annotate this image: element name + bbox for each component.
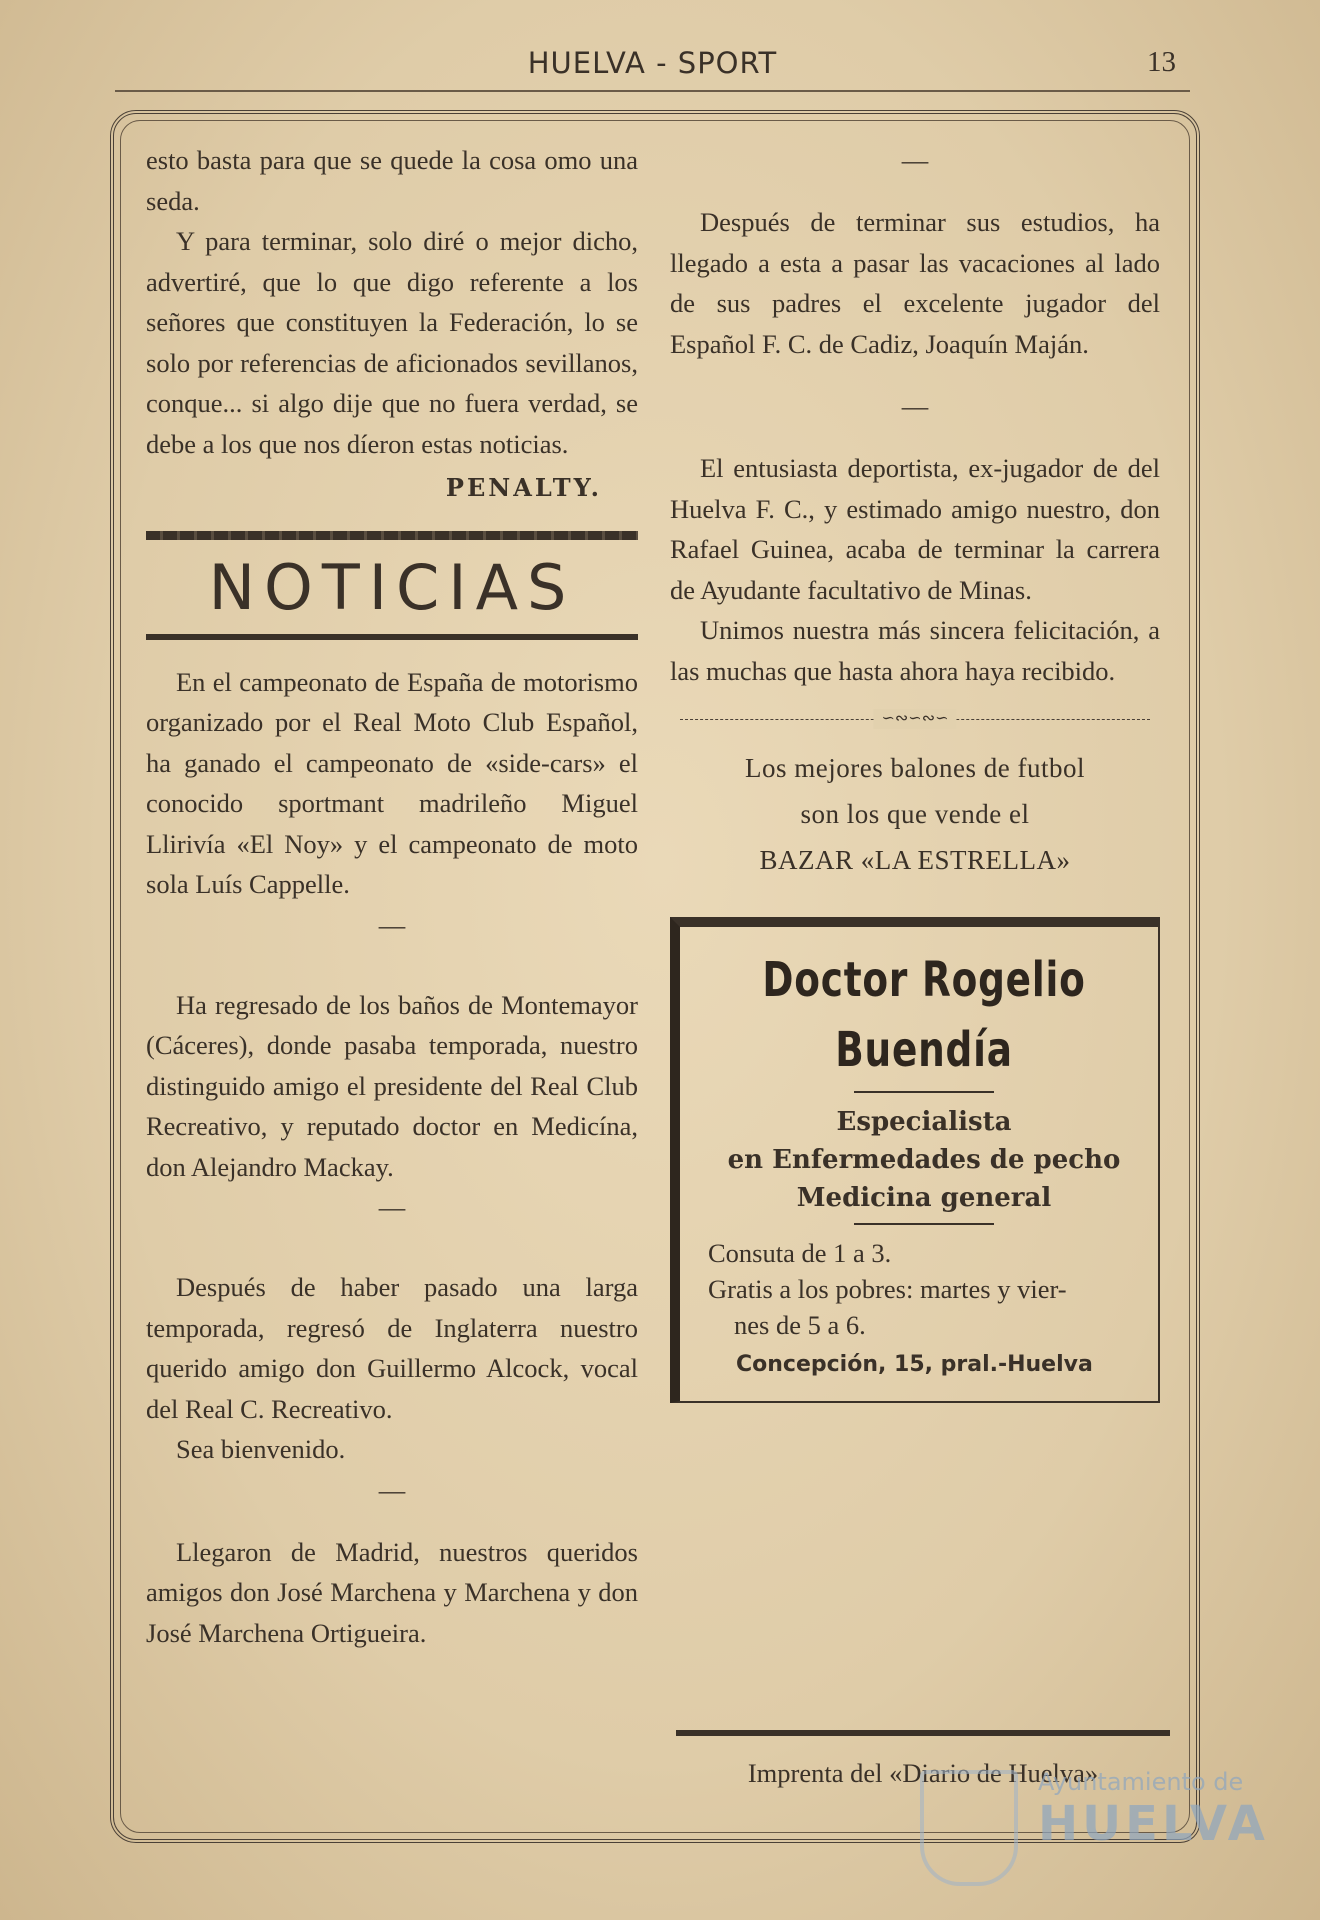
footer-rule: [676, 1730, 1170, 1736]
page-number: 13: [1147, 46, 1176, 78]
section-title: NOTICIAS: [208, 550, 576, 624]
doctor-address: Concepción, 15, pral.-Huelva: [736, 1352, 1093, 1377]
doctor-hours: Consuta de 1 a 3.: [708, 1238, 892, 1268]
doctor-free-hours: Gratis a los pobres: martes y vier-: [708, 1274, 1067, 1304]
archive-watermark: [920, 1760, 1269, 1880]
doctor-name: Doctor Rogelio Buendía: [762, 952, 1086, 1078]
ornament-flourish-icon: ∽∾∽∾∽: [873, 709, 956, 729]
doctor-specialty: Medicina general: [796, 1183, 1052, 1213]
news-item: Después de terminar sus estudios, ha llegado a esta a pasar las vacaciones al lado de sus padres el excelente jugador del Español F. C. de Cadiz, Joaquín Maján.: [670, 207, 1160, 359]
news-separator: —: [901, 391, 929, 421]
publication-title: HUELVA - SPORT: [527, 46, 778, 80]
right-column: [670, 140, 1160, 1403]
doctor-free-hours: nes de 5 a 6.: [734, 1310, 866, 1340]
news-item: Ha regresado de los baños de Montemayor (Cáceres), donde pasaba temporada, nuestro distinguido amigo el presidente del Real Club Recreativo, y reputado doctor en Medicína, don Alejandro Mackay.: [146, 989, 638, 1182]
left-column: [146, 140, 638, 1653]
news-separator: —: [378, 1192, 406, 1222]
article-continuation: esto basta para que se quede la cosa omo una seda.: [146, 145, 638, 216]
news-item: En el campeonato de España de motorismo organizado por el Real Moto Club Español, ha ganado el campeonato de «side-cars» el conocido sportmant madrileño Miguel Llirivía «El Noy» y el campeonato de moto sola Luís Cappelle.: [146, 666, 638, 899]
bazar-advertisement: [670, 745, 1160, 883]
bazar-ad-line: Los mejores balones de futbol: [745, 753, 1085, 783]
news-item: Después de haber pasado una larga temporada, regresó de Inglaterra nuestro querido amigo don Guillermo Alcock, vocal del Real C. Recreativo.: [146, 1272, 638, 1424]
watermark-name: HUELVA: [1038, 1796, 1269, 1852]
coat-of-arms-icon: [920, 1770, 1018, 1886]
news-separator: —: [901, 145, 929, 175]
news-separator: —: [378, 909, 406, 940]
section-rule-top: [146, 531, 638, 540]
watermark-subtitle: Ayuntamiento de: [1038, 1768, 1244, 1796]
news-item: Llegaron de Madrid, nuestros queridos amigos don José Marchena y Marchena y don José Marchena Ortigueira.: [146, 1536, 638, 1648]
doctor-advertisement: [670, 917, 1160, 1403]
doctor-specialty: en Enfermedades de pecho: [727, 1145, 1121, 1175]
article-closing-paragraph: Y para terminar, solo diré o mejor dicho, advertiré, que lo que digo referente a los señores que constituyen la Federación, lo se solo por referencias de aficionados sevillanos, conque... si algo dije que no fuera verdad, se debe a los que nos díeron estas noticias.: [146, 226, 638, 459]
news-item: El entusiasta deportista, ex-jugador de del Huelva F. C., y estimado amigo nuestro, don Rafael Guinea, acaba de terminar la carrera de Ayudante facultativo de Minas.: [670, 453, 1160, 605]
ornamental-divider: [670, 709, 1160, 729]
article-signature: PENALTY.: [445, 473, 602, 502]
printer-imprint: Imprenta del «Diario de Huelva»: [747, 1758, 1099, 1788]
news-item: Unimos nuestra más sincera felicitación, a las muchas que hasta ahora haya recibido.: [670, 615, 1160, 686]
doctor-ad-rule: [854, 1223, 994, 1225]
bazar-ad-name: BAZAR «LA ESTRELLA»: [759, 845, 1071, 875]
news-item: Sea bienvenido.: [176, 1434, 346, 1464]
page-header: [115, 44, 1190, 92]
doctor-ad-rule: [854, 1091, 994, 1093]
news-separator: —: [378, 1474, 406, 1505]
bazar-ad-line: son los que vende el: [800, 799, 1030, 829]
doctor-specialty: Especialista: [836, 1107, 1012, 1137]
